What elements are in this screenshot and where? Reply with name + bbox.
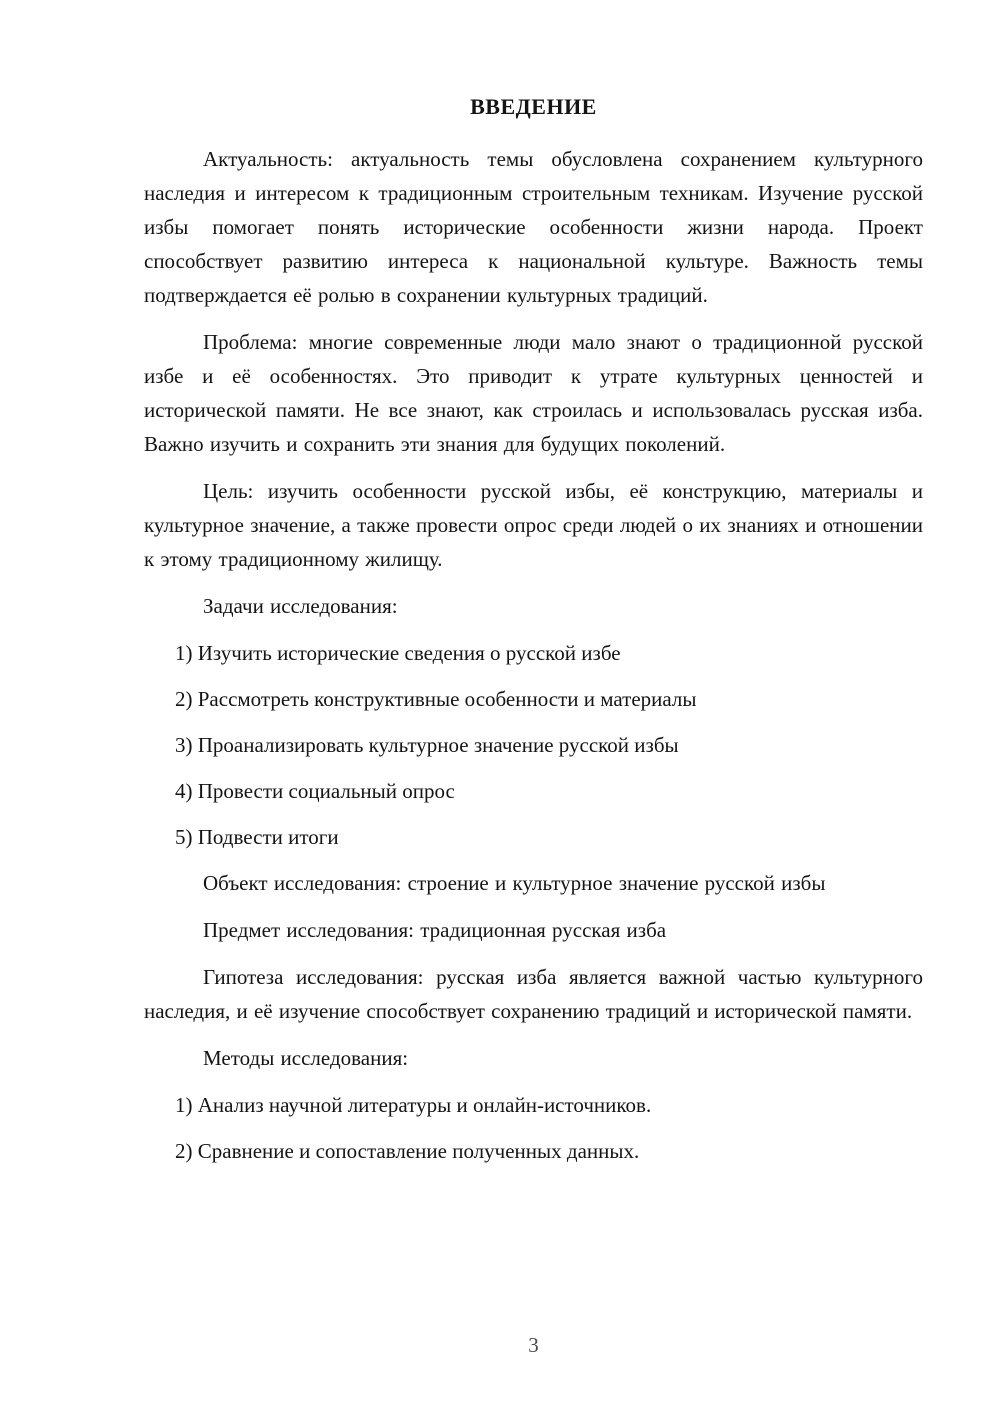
task-item-2: 2) Рассмотреть конструктивные особенности и материалы — [175, 687, 697, 711]
paragraph-goal: Цель: изучить особенности русской избы, её конструкцию, материалы и культурное значение, а также провести опрос среди людей о их знаниях и отношении к этому традиционному жилищу. — [144, 479, 923, 571]
methods-heading: Методы исследования: — [203, 1046, 409, 1070]
task-item-3: 3) Проанализировать культурное значение русской избы — [175, 733, 679, 757]
tasks-heading: Задачи исследования: — [203, 594, 398, 618]
paragraph-object: Объект исследования: строение и культурное значение русской избы — [203, 871, 826, 895]
paragraph-hypothesis: Гипотеза исследования: русская изба является важной частью культурного наследия, и её изучение способствует сохранению традиций и исторической памяти. — [144, 965, 923, 1023]
method-item-2: 2) Сравнение и сопоставление полученных данных. — [175, 1139, 640, 1163]
paragraph-subject: Предмет исследования: традиционная русская изба — [203, 918, 667, 942]
page-number: 3 — [528, 1333, 539, 1357]
task-item-5: 5) Подвести итоги — [175, 825, 339, 849]
task-item-1: 1) Изучить исторические сведения о русской избе — [175, 641, 621, 665]
paragraph-problem: Проблема: многие современные люди мало знают о традиционной русской избе и её особенностях. Это приводит к утрате культурных ценностей и исторической памяти. Не все знают, как строилась и использовалась русская изба. Важно изучить и сохранить эти знания для будущих поколений. — [144, 330, 923, 456]
method-item-1: 1) Анализ научной литературы и онлайн-источников. — [175, 1093, 652, 1117]
paragraph-actuality: Актуальность: актуальность темы обусловлена сохранением культурного наследия и интересом к традиционным строительным техникам. Изучение русской избы помогает понять исторические особенности жизни народа. Проект способствует развитию интереса к национальной культуре. Важность темы подтверждается её ролью в сохранении культурных традиций. — [144, 147, 923, 307]
task-item-4: 4) Провести социальный опрос — [175, 779, 455, 803]
page-title: ВВЕДЕНИЕ — [470, 94, 597, 119]
